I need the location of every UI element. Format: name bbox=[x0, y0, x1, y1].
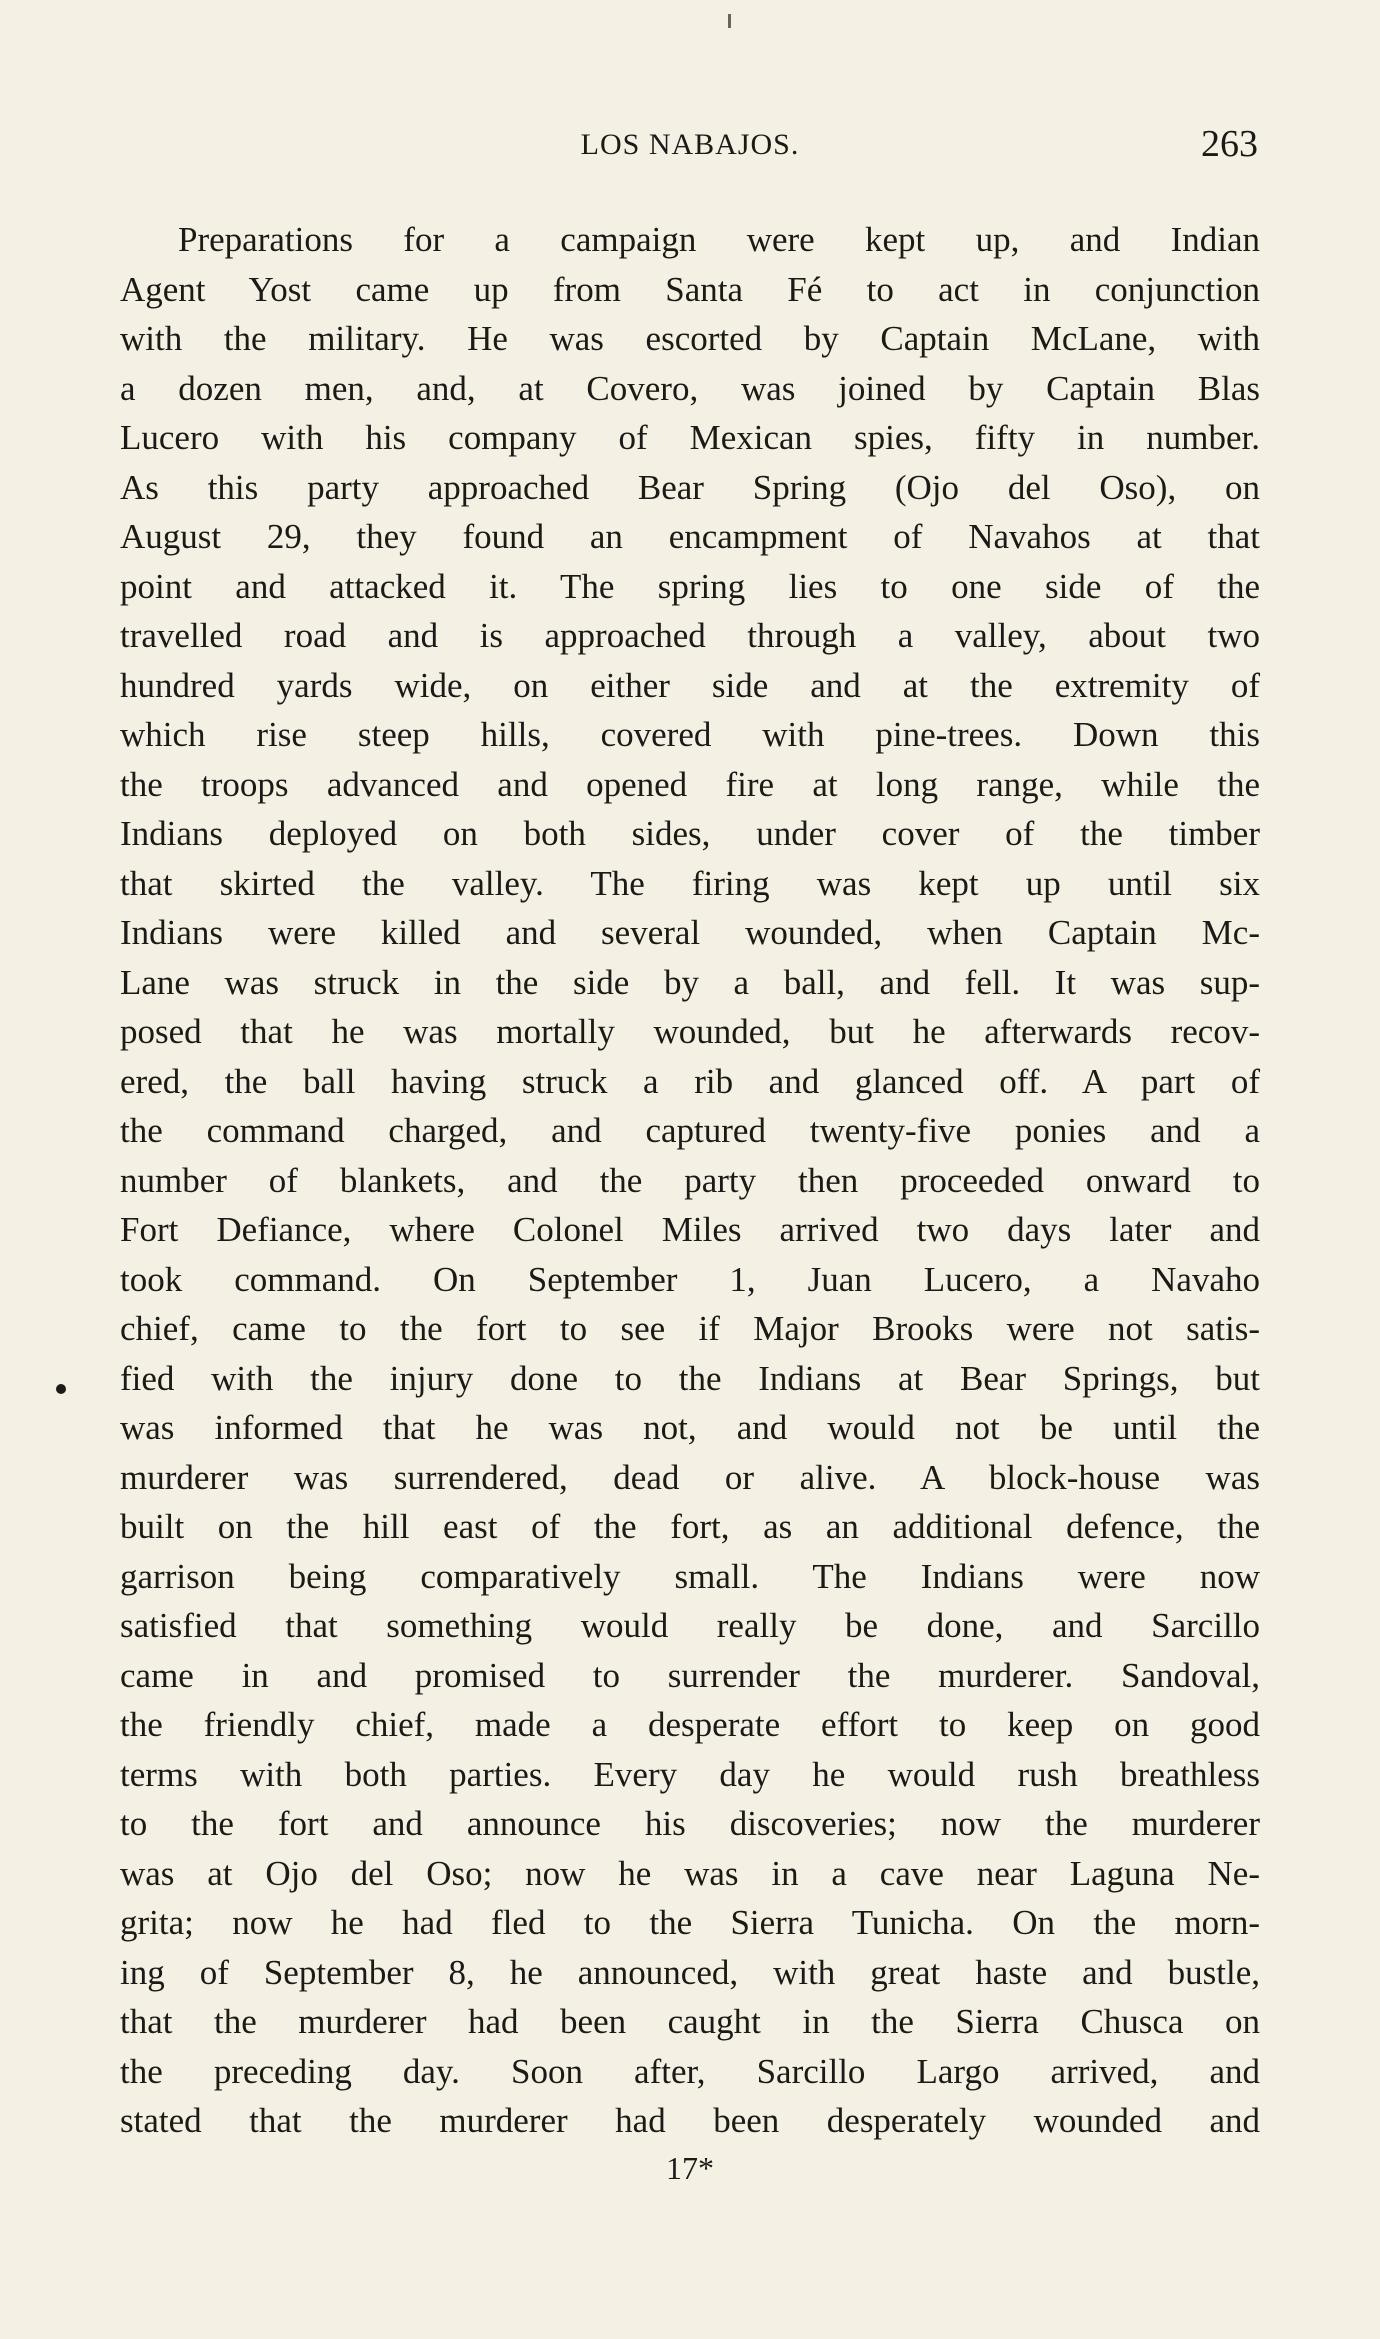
text-line: number of blankets, and the party then proceeded onward to bbox=[120, 1160, 1260, 1200]
text-line: the friendly chief, made a desperate effort to keep on good bbox=[120, 1705, 1260, 1744]
text-line: stated that the murderer had been desperately wounded and bbox=[120, 2101, 1260, 2140]
text-line: a dozen men, and, at Covero, was joined by Captain Blas bbox=[120, 368, 1260, 408]
text-line: Fort Defiance, where Colonel Miles arrived two days later and bbox=[120, 1210, 1260, 1249]
text-line: As this party approached Bear Spring (Ojo del Oso), on bbox=[120, 467, 1260, 507]
text-line: with the military. He was escorted by Captain McLane, with bbox=[120, 319, 1260, 358]
text-line: hundred yards wide, on either side and at the extremity of bbox=[120, 665, 1260, 705]
text-line: that the murderer had been caught in the Sierra Chusca on bbox=[120, 2002, 1260, 2041]
margin-bullet-mark bbox=[56, 1384, 66, 1394]
text-line: posed that he was mortally wounded, but he afterwards recov- bbox=[120, 1012, 1260, 1051]
text-line: Indians deployed on both sides, under cover of the timber bbox=[120, 814, 1260, 853]
text-line: was informed that he was not, and would not be until the bbox=[120, 1408, 1260, 1447]
text-line: which rise steep hills, covered with pine-trees. Down this bbox=[120, 715, 1260, 754]
text-line: chief, came to the fort to see if Major Brooks were not satis- bbox=[120, 1309, 1260, 1348]
text-line: fied with the injury done to the Indians at Bear Springs, but bbox=[120, 1358, 1260, 1398]
text-line: built on the hill east of the fort, as an additional defence, the bbox=[120, 1507, 1260, 1546]
text-line: that skirted the valley. The firing was kept up until six bbox=[120, 863, 1260, 903]
ink-speck bbox=[728, 14, 731, 28]
text-line: garrison being comparatively small. The Indians were now bbox=[120, 1556, 1260, 1596]
text-line: Preparations for a campaign were kept up, and Indian bbox=[178, 220, 1260, 259]
body-text bbox=[120, 215, 1260, 2146]
running-title: LOS NABAJOS. bbox=[580, 128, 800, 161]
text-line: travelled road and is approached through a valley, about two bbox=[120, 616, 1260, 655]
text-line: came in and promised to surrender the murderer. Sandoval, bbox=[120, 1655, 1260, 1695]
text-line: the troops advanced and opened fire at long range, while the bbox=[120, 764, 1260, 804]
text-line: to the fort and announce his discoveries; now the murderer bbox=[120, 1804, 1260, 1843]
text-line: the preceding day. Soon after, Sarcillo Largo arrived, and bbox=[120, 2051, 1260, 2091]
text-line: the command charged, and captured twenty-five ponies and a bbox=[120, 1111, 1260, 1150]
text-line: murderer was surrendered, dead or alive. A block-house was bbox=[120, 1457, 1260, 1497]
text-line: Indians were killed and several wounded, when Captain Mc- bbox=[120, 913, 1260, 952]
text-line: ing of September 8, he announced, with great haste and bustle, bbox=[120, 1952, 1260, 1992]
signature-mark: 17* bbox=[666, 2150, 714, 2186]
text-line: point and attacked it. The spring lies to one side of the bbox=[120, 566, 1260, 606]
text-line: satisfied that something would really be done, and Sarcillo bbox=[120, 1606, 1260, 1645]
text-line: August 29, they found an encampment of Navahos at that bbox=[120, 517, 1260, 556]
text-line: grita; now he had fled to the Sierra Tunicha. On the morn- bbox=[120, 1903, 1260, 1942]
text-line: Lane was struck in the side by a ball, and fell. It was sup- bbox=[120, 962, 1260, 1002]
text-line: took command. On September 1, Juan Lucero, a Navaho bbox=[120, 1259, 1260, 1299]
text-line: Agent Yost came up from Santa Fé to act in conjunction bbox=[120, 269, 1260, 309]
page-number: 263 bbox=[1201, 123, 1258, 165]
text-line: Lucero with his company of Mexican spies, fifty in number. bbox=[120, 418, 1260, 457]
text-line: ered, the ball having struck a rib and glanced off. A part of bbox=[120, 1061, 1260, 1101]
text-line: terms with both parties. Every day he would rush breathless bbox=[120, 1754, 1260, 1794]
text-line: was at Ojo del Oso; now he was in a cave near Laguna Ne- bbox=[120, 1853, 1260, 1893]
